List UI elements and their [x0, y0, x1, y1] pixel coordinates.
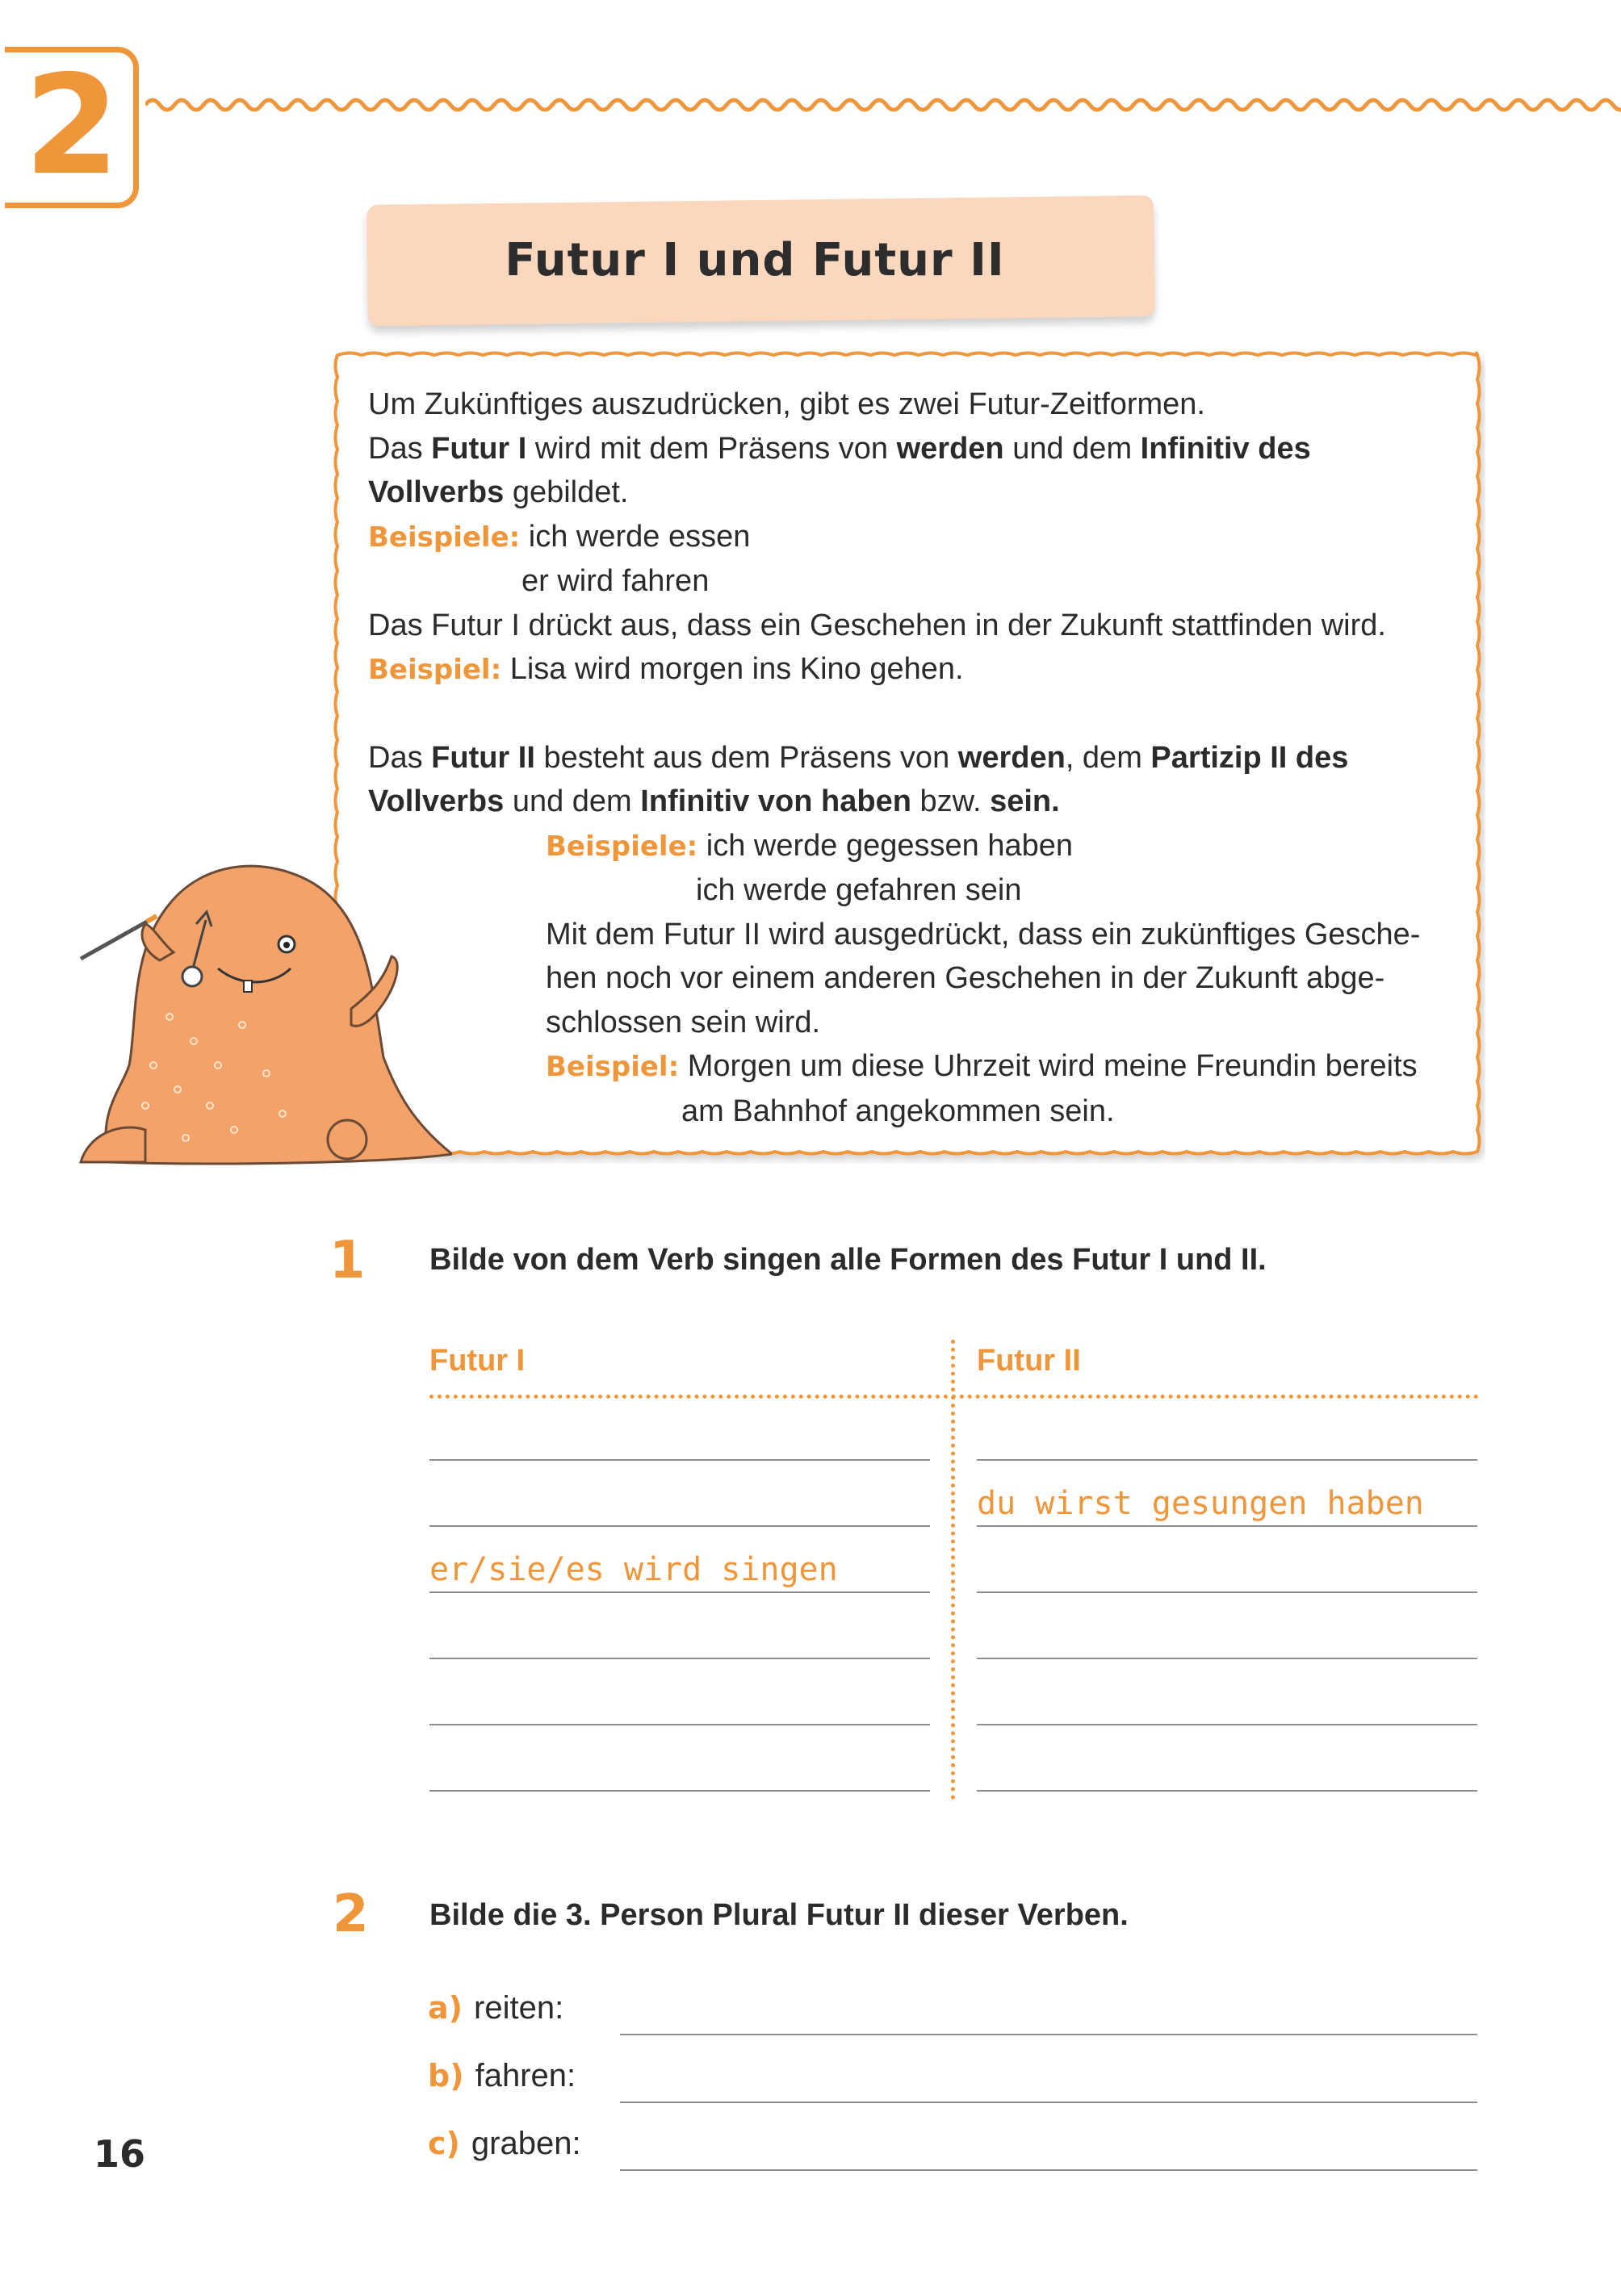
text: Um Zukünftiges auszudrücken, gibt es zwei Futur-Zeitformen. [368, 387, 1205, 421]
text: Das Futur I drückt aus, dass ein Geschehen in der Zukunft stattfinden wird. [368, 608, 1386, 642]
info-line [368, 1001, 1442, 1045]
text: schlossen sein wird. [546, 1005, 821, 1039]
info-line [368, 604, 1442, 648]
answer-line[interactable] [977, 1459, 1477, 1461]
term: Futur I [431, 431, 527, 466]
text: Mit dem Futur II wird ausgedrückt, dass ein zukünftiges Gesche- [546, 917, 1421, 951]
term: Vollverbs [368, 784, 505, 818]
wavy-divider [145, 89, 1621, 121]
term: werden [896, 431, 1004, 466]
column-divider [951, 1340, 955, 1800]
term: Partizip II des [1150, 740, 1349, 775]
term: Futur II [431, 740, 535, 775]
verb-item [428, 2126, 581, 2162]
task-2-number: 2 [333, 1884, 369, 1944]
chapter-number: 2 [23, 46, 120, 206]
answer-line[interactable] [429, 1591, 930, 1593]
text: und dem [1003, 431, 1141, 466]
page-title: Futur I und Futur II [505, 234, 1005, 286]
info-line [368, 427, 1442, 471]
term: werden [957, 740, 1066, 775]
example-line [368, 1089, 1442, 1134]
term: sein. [990, 784, 1060, 818]
answer-line[interactable] [429, 1724, 930, 1725]
spacer [368, 692, 1442, 736]
text: am Bahnhof angekommen sein. [681, 1094, 1115, 1128]
answer-line[interactable] [429, 1790, 930, 1792]
answer-line[interactable] [620, 2034, 1477, 2035]
text: und dem [504, 784, 641, 818]
example-label: Beispiel: [546, 1051, 680, 1083]
verb-item [428, 2058, 576, 2094]
answer-line[interactable] [429, 1459, 930, 1461]
term: Infinitiv des [1140, 431, 1311, 466]
item-letter: a) [428, 1990, 463, 2026]
text: er wird fahren [521, 564, 710, 598]
example-line [368, 515, 1442, 560]
item-verb: graben: [471, 2126, 581, 2161]
answer-line[interactable] [977, 1591, 1477, 1593]
info-text [368, 383, 1442, 1133]
text: gebildet. [504, 475, 629, 509]
answer-line[interactable] [977, 1790, 1477, 1792]
handwritten-answer: er/sie/es wird singen [429, 1551, 838, 1588]
example-line [368, 868, 1442, 913]
text: ich werde essen [520, 519, 751, 554]
info-line [368, 780, 1442, 824]
answer-line[interactable] [977, 1724, 1477, 1725]
example-label: Beispiel: [368, 654, 502, 686]
answer-line[interactable] [620, 2102, 1477, 2103]
task-2-instruction: Bilde die 3. Person Plural Futur II dieser Verben. [429, 1898, 1129, 1932]
text: Morgen um diese Uhrzeit wird meine Freundin bereits [679, 1049, 1418, 1083]
text: Das [368, 740, 432, 775]
item-letter: c) [428, 2126, 460, 2161]
page-number: 16 [94, 2132, 146, 2176]
task-1-number: 1 [329, 1231, 366, 1290]
example-line [368, 647, 1442, 692]
col-header-futur-1: Futur I [429, 1344, 526, 1378]
answer-line[interactable] [429, 1525, 930, 1527]
info-line [368, 913, 1442, 957]
task-1-instruction: Bilde von dem Verb singen alle Formen des Futur I und II. [429, 1243, 1267, 1277]
example-label: Beispiele: [546, 830, 698, 863]
answer-line[interactable] [977, 1658, 1477, 1659]
text: Das [368, 431, 432, 466]
text: hen noch vor einem anderen Geschehen in der Zukunft abge- [546, 961, 1385, 995]
answer-line[interactable] [977, 1525, 1477, 1527]
term: Vollverbs [368, 475, 505, 509]
info-line [368, 470, 1442, 515]
text: ich werde gefahren sein [696, 873, 1022, 907]
item-letter: b) [428, 2058, 464, 2093]
text: ich werde gegessen haben [697, 828, 1074, 863]
example-line [368, 824, 1442, 869]
answer-line[interactable] [429, 1658, 930, 1659]
handwritten-answer: du wirst gesungen haben [977, 1485, 1424, 1522]
verb-item [428, 1990, 563, 2026]
answer-line[interactable] [620, 2169, 1477, 2171]
text: besteht aus dem Präsens von [534, 740, 958, 775]
example-line [368, 559, 1442, 604]
text: Lisa wird morgen ins Kino gehen. [501, 652, 964, 686]
example-label: Beispiele: [368, 521, 521, 554]
info-line [368, 956, 1442, 1001]
col-header-futur-2: Futur II [977, 1344, 1081, 1378]
text: , dem [1065, 740, 1151, 775]
info-line [368, 383, 1442, 427]
example-line [368, 1044, 1442, 1089]
item-verb: fahren: [475, 2058, 576, 2093]
item-verb: reiten: [474, 1990, 564, 2026]
info-line [368, 736, 1442, 780]
text: wird mit dem Präsens von [526, 431, 897, 466]
term: Infinitiv von haben [640, 784, 911, 818]
text: bzw. [911, 784, 991, 818]
